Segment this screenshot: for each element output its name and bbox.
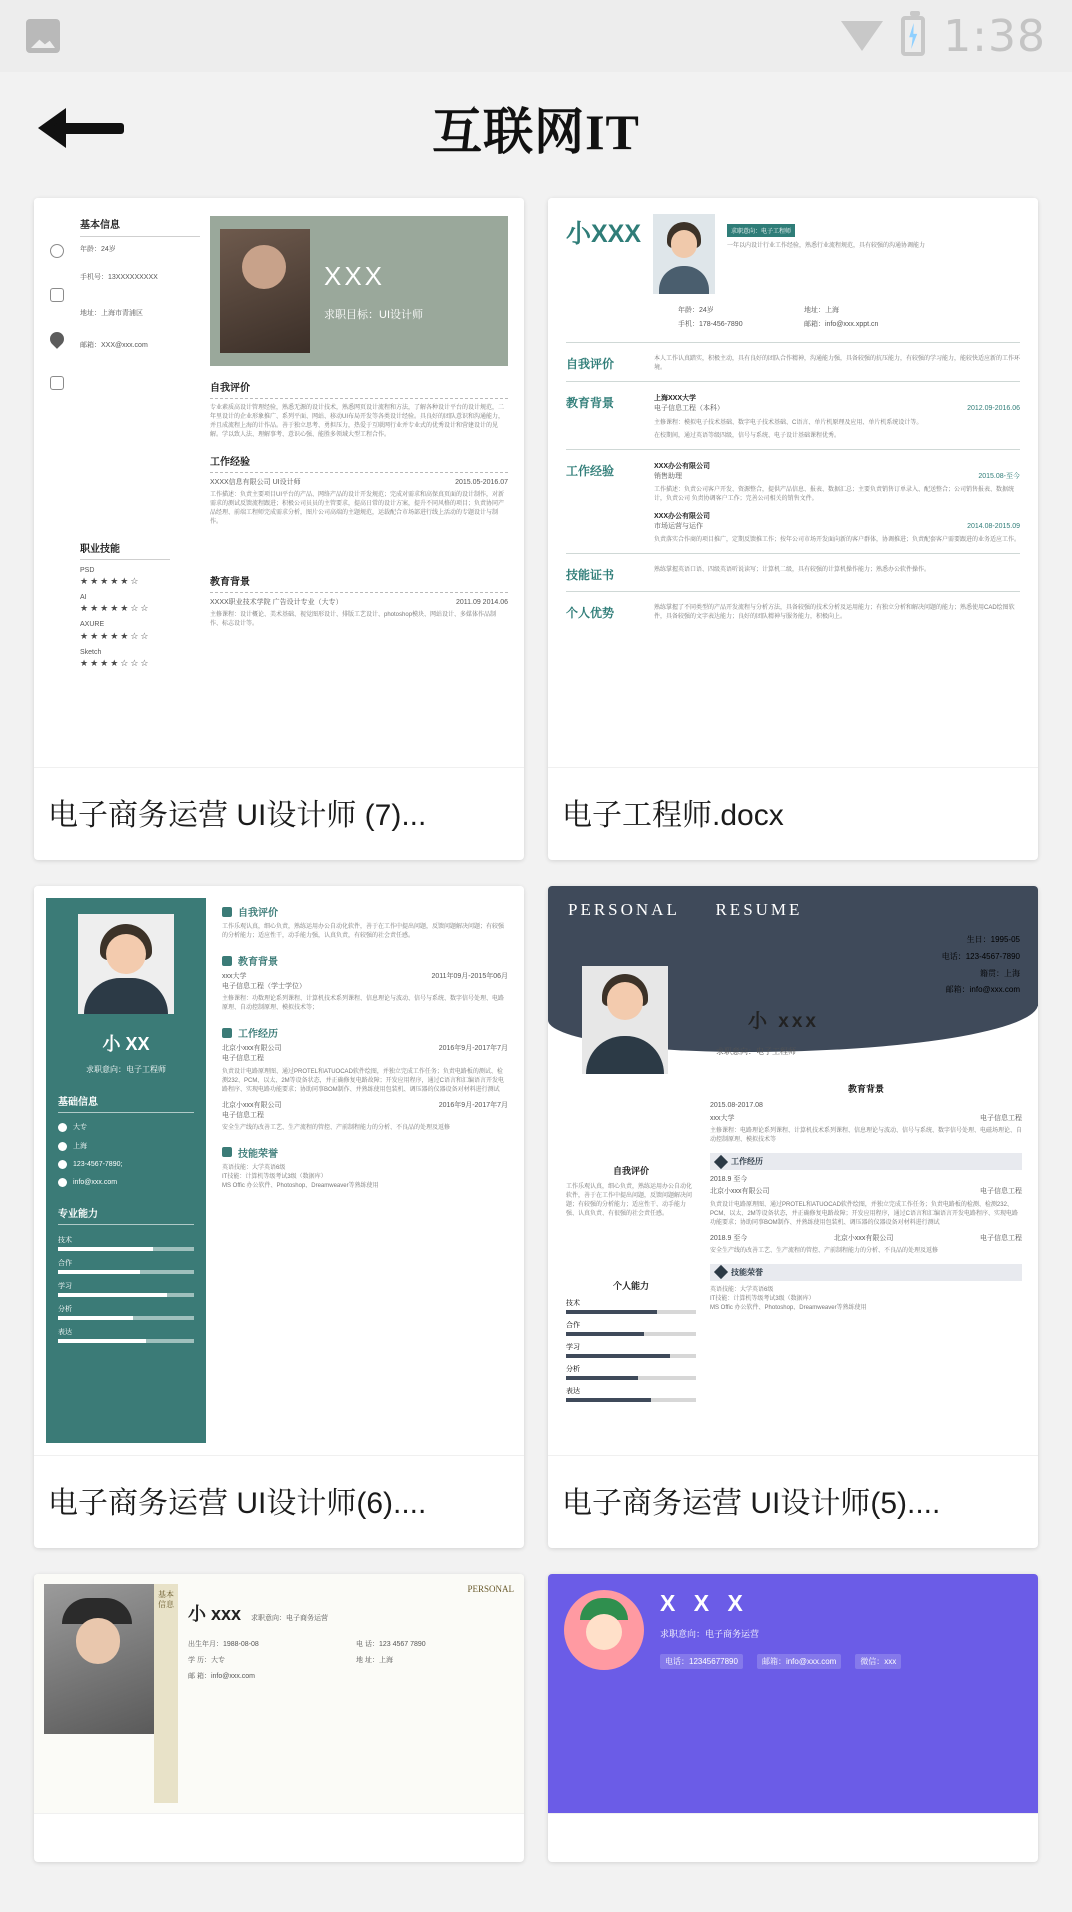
section-body-self-eval: 专业素质高设计管理经验，熟悉无源的设计技术，熟悉网页设计流程和方法，了解各种设计平台的设计规范，二年里设计的企业形象推广、系列平面、网站、移动UI布局开发等各类设计经验。具良好的团队意识和沟通能力，并且成流程上海的计作品。善于独立思考、勇担压力，热爱于互联网行业并专业式的优秀设计和营建设计的见解。学以致人法、理解事考、意识心强、能胜多领域大型工程合作。 bbox=[210, 405, 505, 438]
avatar bbox=[564, 1590, 644, 1670]
ability-label-2: 合作 bbox=[566, 1322, 580, 1329]
experience-date-2: 2018.9 至今 bbox=[710, 1234, 748, 1242]
experience-date: 2015.05-2016.07 bbox=[455, 479, 508, 486]
template-thumbnail-4 bbox=[548, 886, 1038, 1456]
section-header-skills: 职业技能 bbox=[80, 544, 120, 556]
template-thumbnail-5 bbox=[34, 1574, 524, 1814]
experience-body-1: 工作描述：负责公司客户开发、资源整合，提供产品信息、报表、数据汇总；主要负责销售订单录入、配送整合；公司销售报表、数据统计，负责公司 负责协调客户工作；完善公司相关的销售文件。 bbox=[654, 486, 1015, 502]
section-header-honors: 技能荣誉 bbox=[222, 1145, 508, 1160]
location-icon bbox=[58, 1142, 67, 1151]
image-icon bbox=[26, 19, 60, 53]
status-bar bbox=[0, 0, 1072, 72]
experience-body-2: 负责落实合作商的项目推广，定期反馈推工作；按年公司市场开发面向新的客户群体，协调推进；负责配套客户需要跟进的业务适应工作。 bbox=[654, 537, 1021, 544]
skill-bar-1 bbox=[58, 1247, 194, 1251]
ability-label-1: 技术 bbox=[566, 1300, 580, 1307]
education-major: 电子信息工程（学士学位） bbox=[222, 983, 306, 991]
phone-icon bbox=[58, 1160, 67, 1169]
education-date: 2015.08-2017.08 bbox=[710, 1102, 763, 1109]
honor-line-1: 英语技能：大学英语6级 bbox=[222, 1164, 286, 1171]
experience-role-2: 电子信息工程 bbox=[222, 1111, 264, 1119]
template-card-2[interactable] bbox=[548, 198, 1038, 860]
section-body-self-eval: 工作乐观认真，细心负责，熟练运用办公自动化软件，善于在工作中提出问题，反馈问题解决问题；有较强的分析能力；适应性干，动手能力强，认真负责，有较强的社会责任感。 bbox=[222, 924, 505, 939]
resume-name: 小 xxx bbox=[748, 1011, 819, 1032]
skill-bar-5 bbox=[58, 1339, 194, 1343]
resume-title-left: PERSONAL bbox=[568, 900, 680, 919]
skill-bar-3 bbox=[58, 1293, 194, 1297]
info-hometown: 籍贯：上海 bbox=[980, 968, 1020, 978]
section-body-certificates: 熟练掌握英语口语、四级英语听说读写；计算机二级，具有较强的计算机操作能力；熟悉办公软件操作。 bbox=[654, 567, 931, 574]
portrait-photo bbox=[78, 914, 174, 1014]
section-header-experience: 工作经历 bbox=[710, 1153, 1022, 1170]
basic-line-2: 手机号：13XXXXXXXXX bbox=[80, 274, 158, 282]
info-birth: 出生年月：1988-08-08 bbox=[188, 1641, 259, 1648]
phone-icon bbox=[50, 288, 64, 302]
skill-rating-4: ★★★★☆☆☆ bbox=[80, 657, 151, 668]
honor-line-3: MS Offic 办公软件、Photoshop、Dreamweaver等熟练使用 bbox=[710, 1304, 867, 1311]
section-header-self-eval: 自我评价 bbox=[566, 357, 615, 372]
ability-label-3: 学习 bbox=[566, 1344, 580, 1351]
template-card-5[interactable] bbox=[34, 1574, 524, 1862]
info-phone: 电话：123-4567-7890 bbox=[941, 951, 1020, 961]
skill-label-3: 学习 bbox=[58, 1283, 72, 1290]
experience-role-2: 市场运营与运作 bbox=[654, 522, 703, 530]
goal-subtext: 一年以内设计行业工作经验，熟悉行业流程规范，具有较强的沟通协调能力 bbox=[727, 243, 926, 249]
ability-bar-4 bbox=[566, 1376, 696, 1380]
section-body-self-eval: 本人工作认真踏实，积极主动，具有良好的团队合作精神，沟通能力强，具备较强的抗压能力，有较强的学习能力，能较快适应新的工作环境。 bbox=[654, 356, 1021, 372]
resume-banner bbox=[210, 216, 508, 366]
experience-body-1: 负责设计电路原理图、通过PROTEL和ATUOCAD软件绘图，并独立完成工作任务；负责电路板的检测、检测232、PCM、以太、2M等设备状态，并正确修复电路故障；开发应用程序，通过C语言和汇编语言开发电路程序、实现电路功能要求；协助同事BOM制作、并熟练使用包装机、调压器的仪器设备对材料进行测试 bbox=[710, 1201, 1019, 1226]
experience-body-1: 负责设计电路原理图、通过PROTEL和ATUOCAD软件绘图，并独立完成工作任务；负责电路板的测试、检测232、PCM、以太、2M等设备状态，并正确修复电路故障；开发应用程序，通过C语言和汇编语言开发电路程序、实现电路功能要求；协助同事BOM制作、并熟练使用包装机、调压器的仪器设备对材料进行测试 bbox=[222, 1068, 505, 1093]
education-body: 主修课程：设计概论、美术基础、视觉图形设计、排版工艺设计、photoshop模块、网站设计、多媒体作品制作、标志设计等。 bbox=[210, 611, 497, 627]
section-header-education: 教育背景 bbox=[847, 1084, 884, 1094]
ability-bar-3 bbox=[566, 1354, 696, 1358]
contact-phone: 手机：178-456-7890 bbox=[678, 321, 743, 329]
section-header-education: 教育背景 bbox=[566, 396, 615, 411]
skill-name-3: AXURE bbox=[80, 621, 105, 629]
experience-date-1: 2018.9 至今 bbox=[710, 1176, 748, 1184]
ability-bar-5 bbox=[566, 1398, 696, 1402]
experience-company-1: 北京小xxx有限公司 bbox=[710, 1188, 770, 1196]
back-arrow-icon[interactable] bbox=[38, 102, 124, 154]
info-mail: 邮箱：info@xxx.com bbox=[945, 985, 1020, 995]
divider bbox=[80, 236, 200, 237]
experience-date-2: 2014.08-2015.09 bbox=[967, 522, 1020, 530]
skill-name-4: Sketch bbox=[80, 648, 102, 656]
basic-info-tab: 基本信息 bbox=[154, 1584, 178, 1803]
experience-company-2: 北京小xxx有限公司 bbox=[222, 1101, 282, 1109]
status-right-group bbox=[841, 11, 1046, 62]
skill-rating-2: ★★★★★☆☆ bbox=[80, 603, 151, 614]
basic-line-1: 年龄：24岁 bbox=[80, 246, 116, 253]
mail-icon bbox=[58, 1178, 67, 1187]
experience-body-2: 安全生产线的改善工艺、生产流程的管控、产前制程能力的分析、不良品的处理及返修 bbox=[710, 1247, 939, 1254]
template-card-3[interactable] bbox=[34, 886, 524, 1548]
education-extra: 在校期间，通过英语等级四级，信号与系统、电子设计基础课程优秀。 bbox=[654, 432, 841, 439]
template-thumbnail-6 bbox=[548, 1574, 1038, 1814]
experience-company-1: XXX办公有限公司 bbox=[654, 462, 711, 470]
education-school: xxx大学 bbox=[222, 973, 247, 980]
experience-date-1: 2015.08-至今 bbox=[978, 472, 1020, 480]
template-card-6[interactable] bbox=[548, 1574, 1038, 1862]
portrait-photo bbox=[44, 1584, 154, 1734]
resume-goal: 求职意向：电子工程师 bbox=[716, 1047, 796, 1056]
template-thumbnail-1 bbox=[34, 198, 524, 768]
app-header bbox=[0, 72, 1072, 184]
experience-company-1: 北京小xxx有限公司 bbox=[222, 1045, 282, 1053]
template-card-1[interactable] bbox=[34, 198, 524, 860]
card-title bbox=[548, 1814, 1038, 1862]
experience-role-1: 销售助理 bbox=[654, 472, 682, 480]
card-title: 电子商务运营 UI设计师 (7)... bbox=[48, 799, 427, 832]
ability-bar-2 bbox=[566, 1332, 696, 1336]
section-body-advantage: 熟练掌握了不同类型的产品开发流程与分析方法，具备较强的技术分析及运用能力；有独立分析和解决问题的能力；熟悉使用CAD绘图软件，具备较强的文字表达能力；良好的团队精神与服务能力，积极向上。 bbox=[654, 605, 1015, 621]
portrait-photo bbox=[582, 966, 668, 1074]
info-phone: 电话：12345677890 bbox=[660, 1654, 743, 1669]
section-header-self-eval: 自我评价 bbox=[210, 383, 250, 394]
section-certificates bbox=[566, 566, 1020, 583]
section-body-self-eval: 工作乐观认真，细心负责，熟练运用办公自动化软件，善于在工作中提出问题，反馈问题解决问题；有较强的分析能力；适应性干、动手能力强、认真负责、有很强的社会责任感。 bbox=[566, 1184, 693, 1217]
experience-date-1: 2016年9月-2017年7月 bbox=[438, 1045, 508, 1053]
section-header-honors: 技能荣誉 bbox=[710, 1264, 1022, 1281]
contact-age: 年龄：24岁 bbox=[678, 307, 714, 314]
section-education bbox=[566, 394, 1020, 440]
skill-label-1: 技术 bbox=[58, 1237, 72, 1244]
ability-bar-1 bbox=[566, 1310, 696, 1314]
section-experience bbox=[566, 462, 1020, 546]
section-header-experience: 工作经历 bbox=[222, 1025, 508, 1040]
portrait-photo bbox=[220, 229, 310, 353]
honor-line-1: 英语技能：大学英语6级 bbox=[710, 1286, 774, 1293]
skill-rating-3: ★★★★★☆☆ bbox=[80, 630, 151, 641]
mail-icon bbox=[50, 376, 64, 390]
section-header-education: 教育背景 bbox=[222, 953, 508, 968]
section-header-advantage: 个人优势 bbox=[566, 606, 615, 621]
section-header-self-eval: 自我评价 bbox=[222, 904, 508, 919]
divider bbox=[210, 472, 508, 473]
sidebar-location: 上海 bbox=[73, 1143, 87, 1150]
info-birth: 生日：1995-05 bbox=[966, 935, 1020, 944]
resume-title-right: RESUME bbox=[715, 900, 803, 919]
basic-line-3: 地址：上海市青浦区 bbox=[80, 310, 143, 318]
section-header-experience: 工作经验 bbox=[566, 463, 615, 478]
resume-sidebar bbox=[46, 898, 206, 1443]
skill-bar-4 bbox=[58, 1316, 194, 1320]
experience-company-2: XXX办公有限公司 bbox=[654, 512, 711, 520]
education-courses: 主修课程：模拟电子技术基础、数字电子技术基础、C语言、单片机原理及应用、单片机系统设计等。 bbox=[654, 419, 923, 426]
education-major: 电子信息工程（本科） bbox=[654, 405, 724, 413]
info-mail: 邮 箱：info@xxx.com bbox=[188, 1673, 256, 1681]
resume-title-right: PERSONAL bbox=[467, 1584, 514, 1594]
info-education: 学 历：大专 bbox=[188, 1657, 225, 1665]
section-header-self-eval: 自我评价 bbox=[612, 1166, 649, 1176]
education-icon bbox=[58, 1123, 67, 1132]
sidebar-header-skills: 专业能力 bbox=[58, 1205, 194, 1225]
education-date: 2011.09 2014.06 bbox=[455, 598, 508, 606]
skill-rating-1: ★★★★★☆ bbox=[80, 576, 141, 587]
experience-company-2: 北京小xxx有限公司 bbox=[833, 1234, 894, 1242]
experience-role-1: 电子信息工程 bbox=[222, 1055, 264, 1063]
section-header-education: 教育背景 bbox=[210, 576, 250, 588]
experience-role-1: 电子信息工程 bbox=[980, 1188, 1022, 1196]
experience-body-2: 安全生产线的改善工艺、生产流程的管控、产前制程能力的分析、不良品的处理及返修 bbox=[222, 1124, 451, 1131]
resume-goal: 求职意向：电子商务运营 bbox=[251, 1615, 329, 1622]
divider bbox=[80, 559, 170, 560]
skill-label-4: 分析 bbox=[58, 1306, 72, 1313]
card-title: 电子商务运营 UI设计师(6).... bbox=[48, 1487, 427, 1520]
skill-name-2: AI bbox=[80, 594, 87, 602]
resume-name: 小 XX bbox=[102, 1034, 150, 1054]
sidebar-header-basic: 基础信息 bbox=[58, 1093, 194, 1113]
skill-name-1: PSD bbox=[80, 567, 95, 575]
education-date: 2012.09-2016.06 bbox=[967, 405, 1020, 413]
divider bbox=[210, 398, 508, 399]
battery-icon bbox=[901, 16, 925, 56]
section-header-certificates: 技能证书 bbox=[566, 568, 615, 583]
section-advantage bbox=[566, 604, 1020, 622]
education-school: XXXX职业技术学院 广告设计专业（大专） bbox=[210, 598, 343, 606]
divider bbox=[210, 592, 508, 593]
experience-date-2: 2016年9月-2017年7月 bbox=[438, 1101, 508, 1109]
experience-role-2: 电子信息工程 bbox=[979, 1234, 1022, 1242]
resume-name: X X X bbox=[660, 1590, 749, 1616]
template-thumbnail-2 bbox=[548, 198, 1038, 768]
section-header-ability: 个人能力 bbox=[612, 1281, 649, 1291]
experience-body: 工作描述：负责主要项目UI平台的产品、网络产品的设计开发规范；完成对需求和高保真页面的设计制作，对新需求的测试反馈流程跟进；积极公司员员的主管要求，提高日常的设计方案，提升不同风格的项目；负责协同产品经理、前端工程师完成需求分析，图片公司高端的主题规范，运载配合市场部进行线上活动的专题设计与制作。 bbox=[210, 492, 505, 526]
resume-goal: 求职目标：UI设计师 bbox=[324, 308, 423, 321]
education-courses: 主修课程：功数理论系列课程、计算机技术系列课程、信息理论与波动、信号与系统、数字信号处理、电路原理、自动控制原理、模拟技术等； bbox=[222, 996, 505, 1012]
sidebar-phone: 123-4567-7890; bbox=[73, 1161, 123, 1168]
basic-info-header: 基本信息 bbox=[80, 220, 120, 231]
honor-line-2: IT技能：计算机等级考试3级（数据库） bbox=[222, 1173, 327, 1180]
ability-label-4: 分析 bbox=[566, 1366, 580, 1373]
education-courses: 主修课程：电路理论系列课程、计算机技术系列课程、信息理论与波动、信号与系统、数字信号处理、电磁场理论、自动控制原理、模拟技术等 bbox=[710, 1128, 1023, 1144]
card-title: 电子工程师.docx bbox=[562, 799, 784, 832]
basic-line-4: 邮箱：XXX@xxx.com bbox=[80, 342, 148, 350]
resume-name: XXX bbox=[324, 260, 386, 291]
card-title bbox=[34, 1814, 524, 1862]
honor-line-3: MS Offic 办公软件、Photoshop、Dreamweaver等熟练使用 bbox=[222, 1182, 379, 1189]
education-school: xxx大学 bbox=[710, 1115, 735, 1123]
template-card-4[interactable] bbox=[548, 886, 1038, 1548]
ability-label-5: 表达 bbox=[566, 1388, 580, 1395]
status-time: 1:38 bbox=[943, 10, 1046, 62]
info-wechat: 微信：xxx bbox=[855, 1654, 901, 1669]
info-address: 地 址：上海 bbox=[356, 1657, 393, 1665]
education-date: 2011年09月-2015年06月 bbox=[431, 973, 508, 980]
card-title: 电子商务运营 UI设计师(5).... bbox=[562, 1487, 941, 1520]
info-phone: 电 话：123 4567 7890 bbox=[356, 1641, 426, 1648]
location-pin-icon bbox=[47, 329, 67, 349]
education-major: 电子信息工程 bbox=[980, 1115, 1022, 1123]
template-thumbnail-3 bbox=[34, 886, 524, 1456]
skill-label-5: 表达 bbox=[58, 1329, 72, 1336]
sidebar-mail: info@xxx.com bbox=[73, 1179, 118, 1186]
goal-badge: 求职意向：电子工程师 bbox=[727, 224, 795, 237]
contact-icon-rail bbox=[34, 216, 80, 629]
contact-mail: 邮箱：info@xxx.xppt.cn bbox=[804, 321, 879, 329]
skill-label-2: 合作 bbox=[58, 1260, 72, 1267]
portrait-photo bbox=[653, 214, 715, 294]
education-school: 上海XXX大学 bbox=[654, 395, 697, 403]
resume-name: 小XXX bbox=[566, 220, 642, 248]
experience-company: XXXX信息有限公司 UI设计师 bbox=[210, 479, 301, 486]
resume-goal: 求职意向：电子工程师 bbox=[86, 1065, 166, 1074]
page-title: 互联网IT bbox=[432, 104, 640, 160]
section-header-experience: 工作经验 bbox=[210, 457, 250, 468]
sidebar-education: 大专 bbox=[73, 1124, 87, 1131]
resume-name: 小 xxx bbox=[188, 1604, 242, 1624]
contact-address: 地址：上海 bbox=[804, 307, 839, 314]
clock-icon bbox=[50, 244, 64, 258]
skill-bar-2 bbox=[58, 1270, 194, 1274]
resume-goal: 求职意向：电子商务运营 bbox=[660, 1629, 760, 1639]
info-mail: 邮箱：info@xxx.com bbox=[757, 1654, 841, 1669]
wifi-icon bbox=[841, 21, 883, 51]
honor-line-2: IT技能：计算机等级考试3级（数据库） bbox=[710, 1295, 815, 1302]
section-self-eval bbox=[566, 355, 1020, 373]
template-grid bbox=[0, 184, 1072, 1862]
